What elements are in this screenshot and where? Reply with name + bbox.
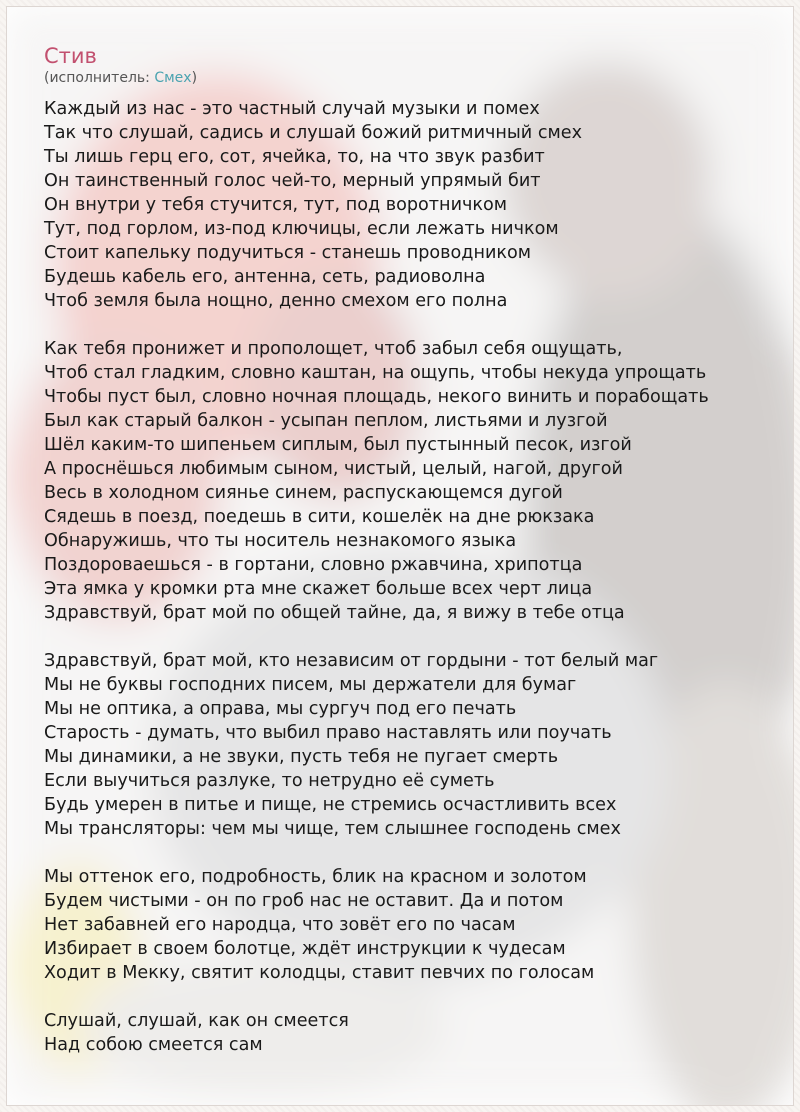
- song-title: Стив: [44, 44, 97, 68]
- performer-line: [44, 69, 793, 87]
- lyric-line: Над собою смеется сам: [44, 1035, 263, 1055]
- lyric-line: Будешь кабель его, антенна, сеть, радиоволна: [44, 267, 486, 287]
- stanza: [44, 97, 793, 313]
- lyric-line: Будь умерен в питье и пище, не стремись осчастливить всех: [44, 795, 617, 815]
- lyric-line: Старость - думать, что выбил право наставлять или поучать: [44, 723, 612, 743]
- lyric-line: Стоит капельку подучиться - станешь проводником: [44, 243, 532, 263]
- lyric-line: Мы трансляторы: чем мы чище, тем слышнее господень смех: [44, 819, 621, 839]
- lyric-line: Если выучиться разлуке, то нетрудно её суметь: [44, 771, 495, 791]
- lyric-line: Он внутри у тебя стучится, тут, под воротничком: [44, 195, 508, 215]
- stanza: [44, 1009, 793, 1057]
- lyric-line: Мы не оптика, а оправа, мы сургуч под его печать: [44, 699, 517, 719]
- lyric-line: Поздороваешься - в гортани, словно ржавчина, хрипотца: [44, 555, 583, 575]
- lyric-line: Он таинственный голос чей-то, мерный упрямый бит: [44, 171, 541, 191]
- lyric-line: Шёл каким-то шипеньем сиплым, был пустынный песок, изгой: [44, 435, 632, 455]
- lyric-line: Избирает в своем болотце, ждёт инструкции к чудесам: [44, 939, 566, 959]
- lyrics-text: [44, 97, 793, 1057]
- lyric-line: Ты лишь герц его, сот, ячейка, то, на что звук разбит: [44, 147, 545, 167]
- lyrics-content: [44, 43, 793, 1081]
- lyric-line: Будем чистыми - он по гроб нас не оставит. Да и потом: [44, 891, 564, 911]
- lyric-line: А проснёшься любимым сыном, чистый, целый, нагой, другой: [44, 459, 623, 479]
- artist-link[interactable]: Смех: [154, 70, 192, 86]
- stanza: [44, 337, 793, 625]
- lyric-line: Ходит в Мекку, святит колодцы, ставит певчих по голосам: [44, 963, 595, 983]
- lyric-line: Здравствуй, брат мой по общей тайне, да, я вижу в тебе отца: [44, 603, 625, 623]
- lyric-line: Мы оттенок его, подробность, блик на красном и золотом: [44, 867, 587, 887]
- lyric-line: Чтобы пуст был, словно ночная площадь, некого винить и порабощать: [44, 387, 709, 407]
- lyric-line: Как тебя пронижет и прополощет, чтоб забыл себя ощущать,: [44, 339, 623, 359]
- lyrics-card: [6, 6, 794, 1106]
- lyric-line: Был как старый балкон - усыпан пеплом, листьями и лузгой: [44, 411, 608, 431]
- lyric-line: Обнаружишь, что ты носитель незнакомого языка: [44, 531, 517, 551]
- lyric-line: Нет забавней его народца, что зовёт его по часам: [44, 915, 516, 935]
- lyric-line: Так что слушай, садись и слушай божий ритмичный смех: [44, 123, 583, 143]
- lyric-line: Весь в холодном сиянье синем, распускающемся дугой: [44, 483, 563, 503]
- performer-prefix: (исполнитель:: [44, 70, 155, 86]
- stanza: [44, 865, 793, 985]
- lyric-line: Мы не буквы господних писем, мы держатели для бумаг: [44, 675, 577, 695]
- lyric-line: Сядешь в поезд, поедешь в сити, кошелёк на дне рюкзака: [44, 507, 595, 527]
- stanza: [44, 649, 793, 841]
- lyric-line: Слушай, слушай, как он смеется: [44, 1011, 349, 1031]
- lyric-line: Мы динамики, а не звуки, пусть тебя не пугает смерть: [44, 747, 559, 767]
- lyric-line: Чтоб земля была нощно, денно смехом его полна: [44, 291, 508, 311]
- lyric-line: Чтоб стал гладким, словно каштан, на ощупь, чтобы некуда упрощать: [44, 363, 707, 383]
- lyric-line: Здравствуй, брат мой, кто независим от гордыни - тот белый маг: [44, 651, 659, 671]
- lyric-line: Тут, под горлом, из-под ключицы, если лежать ничком: [44, 219, 559, 239]
- lyric-line: Каждый из нас - это частный случай музыки и помех: [44, 99, 540, 119]
- lyric-line: Эта ямка у кромки рта мне скажет больше всех черт лица: [44, 579, 593, 599]
- performer-suffix: ): [191, 70, 198, 86]
